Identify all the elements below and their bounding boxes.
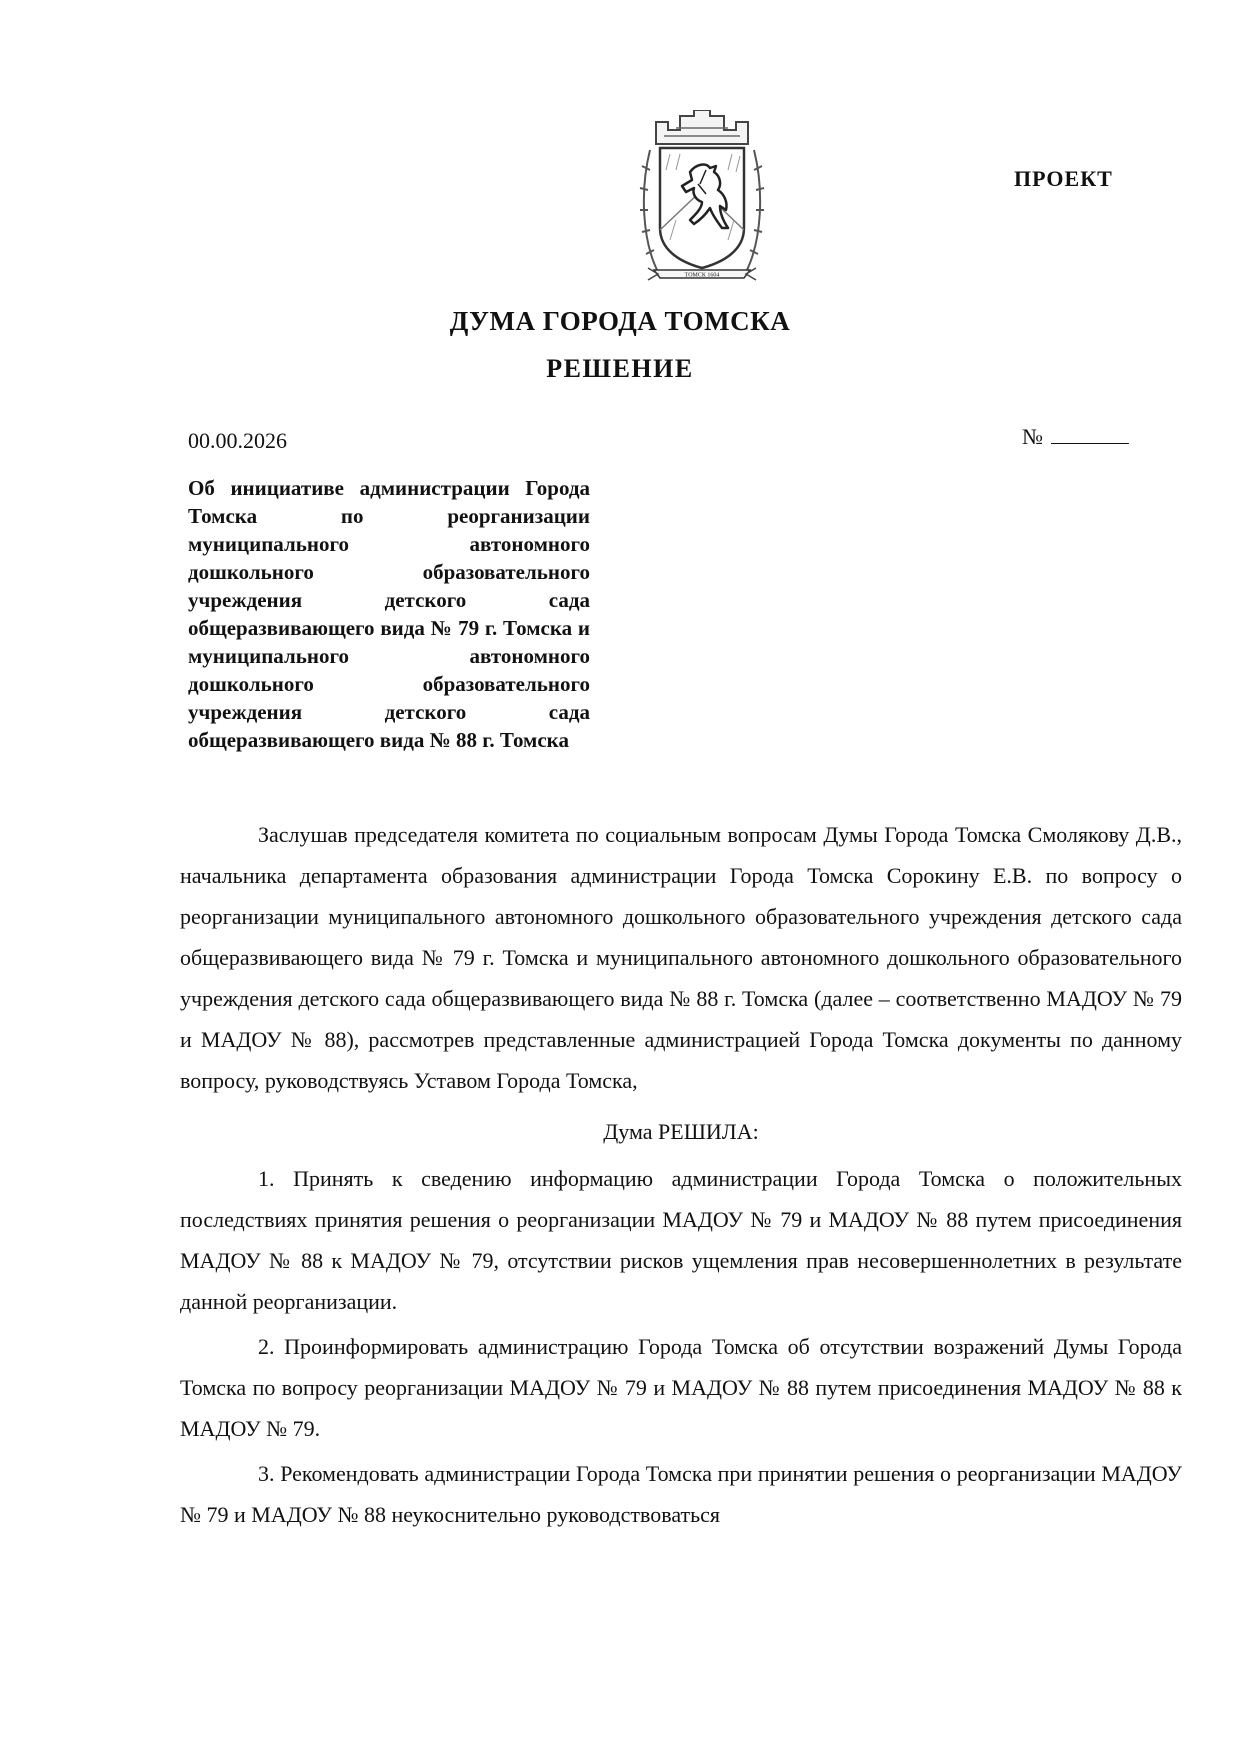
resolved-heading: Дума РЕШИЛА: [603, 1119, 759, 1144]
document-number-label: № [1022, 424, 1043, 449]
document-number-blank [1051, 425, 1129, 444]
coat-of-arms-emblem [636, 110, 768, 286]
document-date: 00.00.2026 [188, 428, 287, 453]
document-type: РЕШЕНИЕ [546, 354, 694, 383]
preamble-paragraph: Заслушав председателя комитета по социальным вопросам Думы Города Томска Смолякову Д.В., начальника департамента образования администрации Города Томска Сорокину Е.В. по вопросу о реорганизации муниципального автономного дошкольного образовательного учреждения детского сада общеразвивающего вида № 79 г. Томска и муниципального автономного дошкольного образовательного учреждения детского сада общеразвивающего вида № 88 г. Томска (далее – соответственно МАДОУ № 79 и МАДОУ № 88), рассмотрев представленные администрацией Города Томска документы по данному вопросу, руководствуясь Уставом Города Томска, [180, 822, 1182, 1093]
draft-mark: ПРОЕКТ [1014, 166, 1113, 191]
document-subject: Об инициативе администрации Города Томска по реорганизации муниципального автономного дошкольного образовательного учреждения детского сада общеразвивающего вида № 79 г. Томска и муниципального автономного дошкольного образовательного учреждения детского сада общеразвивающего вида № 88 г. Томска [188, 476, 590, 752]
document-body [180, 814, 1182, 1535]
resolution-item-2: 2. Проинформировать администрацию Города Томска об отсутствии возражений Думы Города Томска по вопросу реорганизации МАДОУ № 79 и МАДОУ № 88 путем присоединения МАДОУ № 88 к МАДОУ № 79. [180, 1334, 1182, 1441]
tomsk-coat-of-arms-icon [636, 110, 768, 286]
council-title: ДУМА ГОРОДА ТОМСКА [449, 306, 791, 336]
document-number [1022, 424, 1129, 450]
resolution-item-1: 1. Принять к сведению информацию администрации Города Томска о положительных последствиях принятия решения о реорганизации МАДОУ № 79 и МАДОУ № 88 путем присоединения МАДОУ № 88 к МАДОУ № 79, отсутствии рисков ущемления прав несовершеннолетних в результате данной реорганизации. [180, 1166, 1182, 1314]
emblem-ribbon-text: ТОМСК 1604 [684, 272, 720, 279]
resolution-item-3: 3. Рекомендовать администрации Города Томска при принятии решения о реорганизации МАДОУ № 79 и МАДОУ № 88 неукоснительно руководствоваться [180, 1461, 1182, 1527]
